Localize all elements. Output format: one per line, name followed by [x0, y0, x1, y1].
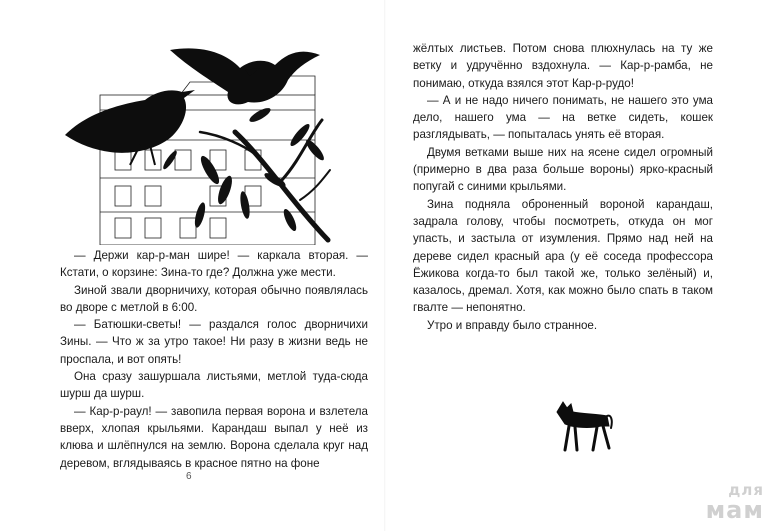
site-watermark	[688, 480, 764, 524]
paragraph: — Кар-р-раул! — завопила первая ворона и взлетела вверх, хлопая крыльями. Карандаш выпал у неё из клюва и шлёпнулся на землю. Ворона сделала круг над деревом, вглядываясь в красное пятно на фоне	[60, 404, 368, 470]
paragraph: — Батюшки-светы! — раздался голос дворничихи Зины. — Что ж за утро такое! Ни разу в жизни ведь не проспала, и вот опять!	[60, 318, 368, 366]
paragraph: Утро и вправду было странное.	[427, 318, 598, 332]
paragraph-continuation: жёлтых листьев. Потом снова плюхнулась на ту же ветку и удручённо вздохнула. — Кар-р-рамба, не понимаю, откуда взялся этот Кар-р-рудо!	[413, 42, 713, 90]
watermark-line1: для	[728, 481, 764, 499]
horse-illustration	[553, 400, 613, 455]
right-page-text	[413, 40, 713, 334]
page-fold	[384, 0, 386, 531]
paragraph: Двумя ветками выше них на ясене сидел огромный (примерно в два раза больше вороны) ярко-красный попугай с синими крыльями.	[413, 145, 713, 194]
paragraph: — А и не надо ничего понимать, не нашего это ума дело, нашего ума — на ветке сидеть, кошек разглядывать, — попыталась унять её вторая.	[413, 93, 713, 142]
watermark-line2: мам	[705, 496, 764, 524]
paragraph: — Держи кар-р-ман шире! — каркала вторая. — Кстати, о корзине: Зина-то где? Должна уже мести.	[60, 249, 368, 280]
paragraph: Она сразу зашуршала листьями, метлой туда-сюда шурш да шурш.	[60, 370, 368, 401]
tree-branches	[200, 120, 330, 240]
left-page-text	[60, 247, 368, 472]
flying-crow	[170, 48, 320, 104]
paragraph: Зина подняла оброненный вороной карандаш, задрала голову, чтобы посмотреть, откуда он мог упасть, и застыла от изумления. Прямо над ней на дереве сидел красный ара (у её соседа профессора Ёжикова когда-то был такой же, только зелёный) и, казалось, дремал. Хотя, как можно было спать в таком гвалте — непонятно.	[413, 197, 713, 315]
paragraph: Зиной звали дворничиху, которая обычно появлялась во дворе с метлой в 6:00.	[60, 283, 368, 314]
page-number: 6	[186, 471, 192, 482]
crows-illustration	[60, 40, 335, 245]
